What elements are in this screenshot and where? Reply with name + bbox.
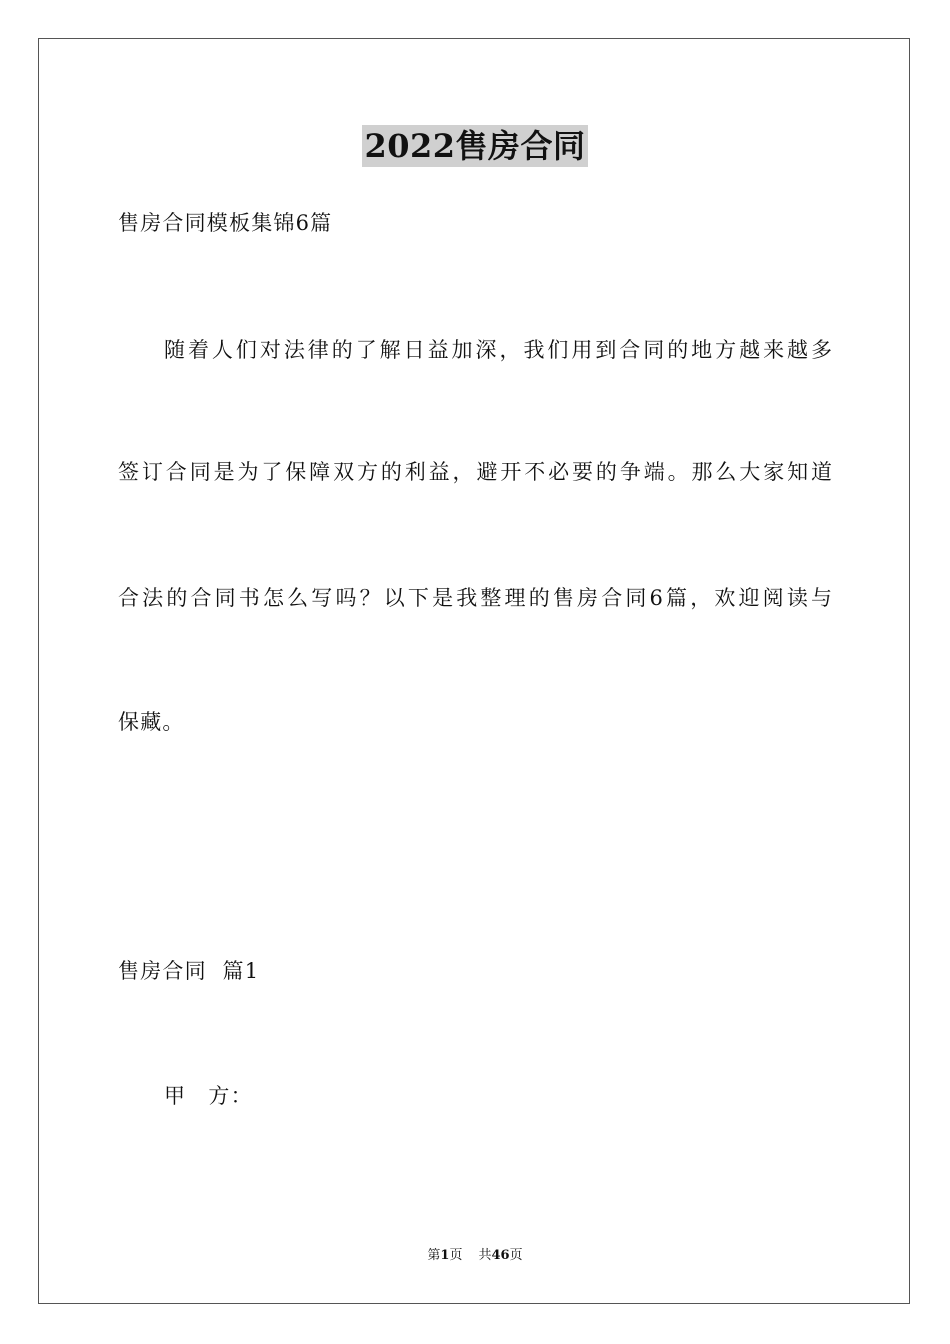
page-footer (0, 1247, 950, 1265)
total-suffix: 页 (509, 1248, 523, 1263)
party-a-label: 甲 方： (164, 1084, 253, 1108)
title-container (0, 125, 950, 167)
section-heading: 售房合同 篇1 (118, 959, 260, 983)
page-prefix: 第 (427, 1248, 441, 1263)
intro-line-2: 签订合同是为了保障双方的利益，避开不必要的争端。那么大家知道 (118, 460, 832, 484)
page-suffix: 页 (449, 1248, 463, 1263)
total-prefix: 共 (478, 1248, 492, 1263)
document-subtitle: 售房合同模板集锦6篇 (118, 211, 333, 235)
intro-line-1: 随着人们对法律的了解日益加深，我们用到合同的地方越来越多 (164, 338, 832, 362)
document-title: 2022售房合同 (364, 127, 586, 165)
total-pages: 46 (491, 1248, 510, 1263)
intro-line-4: 保藏。 (118, 710, 185, 734)
intro-line-3: 合法的合同书怎么写吗？以下是我整理的售房合同6篇，欢迎阅读与 (118, 586, 832, 610)
page-number: 1 (440, 1248, 450, 1263)
